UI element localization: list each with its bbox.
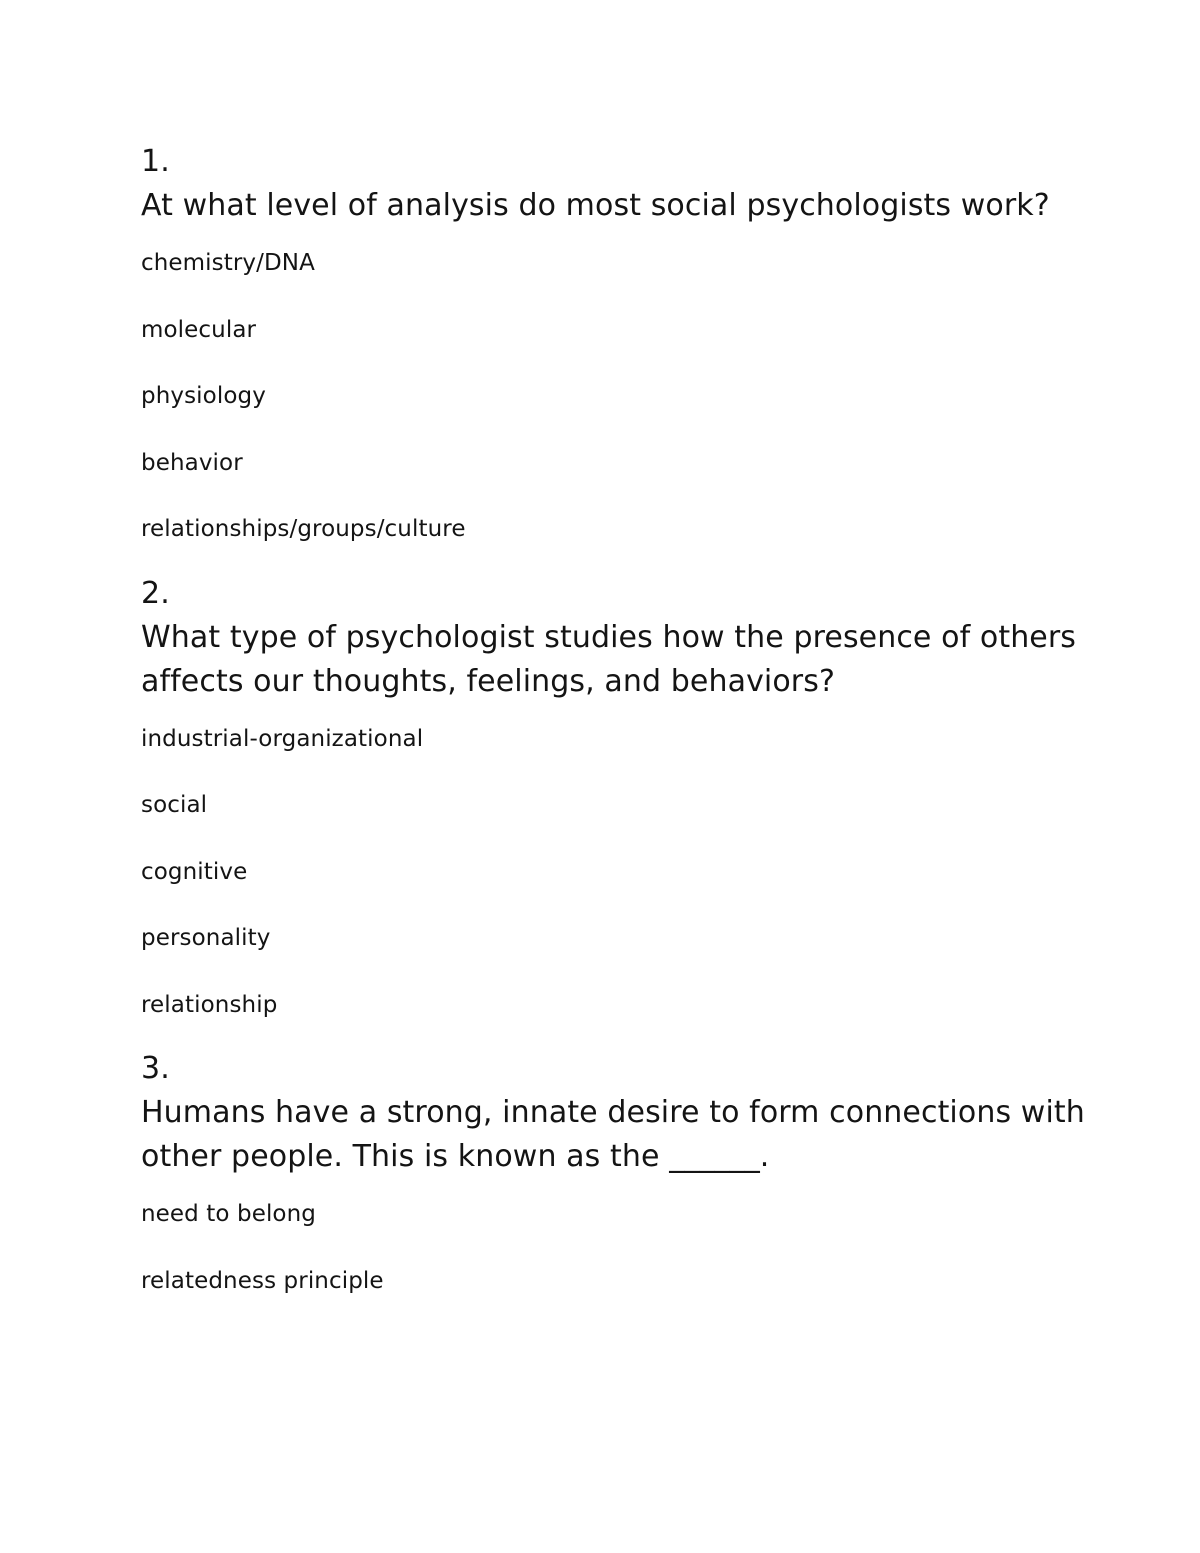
answer-option[interactable]: molecular: [141, 316, 257, 343]
question-number: 1.: [141, 144, 171, 179]
answer-options: [141, 1200, 1101, 1295]
question-1: [141, 140, 1101, 543]
answer-options: [141, 725, 1101, 1019]
answer-option[interactable]: relatedness principle: [141, 1267, 384, 1294]
answer-option[interactable]: relationship: [141, 991, 278, 1018]
question-number: 2.: [141, 575, 171, 611]
answer-options: [141, 249, 1101, 543]
answer-option[interactable]: relationships/groups/culture: [141, 516, 466, 542]
answer-option[interactable]: need to belong: [141, 1201, 316, 1227]
answer-option[interactable]: chemistry/DNA: [141, 250, 315, 276]
question-2: [141, 572, 1101, 1019]
question-text: At what level of analysis do most social psychologists work?: [141, 188, 1050, 223]
answer-option[interactable]: industrial-organizational: [141, 725, 424, 752]
answer-option[interactable]: personality: [141, 925, 271, 951]
question-text: What type of psychologist studies how the presence of others affects our thoughts, feelings, and behaviors?: [141, 619, 1077, 699]
answer-option[interactable]: social: [141, 792, 208, 818]
answer-option[interactable]: cognitive: [141, 858, 248, 885]
answer-option[interactable]: physiology: [141, 383, 266, 409]
question-text: Humans have a strong, innate desire to form connections with other people. This is known as the ______.: [141, 1095, 1085, 1174]
answer-option[interactable]: behavior: [141, 449, 243, 476]
question-3: [141, 1047, 1101, 1295]
question-number: 3.: [141, 1051, 171, 1086]
quiz-document: [141, 140, 1101, 1333]
